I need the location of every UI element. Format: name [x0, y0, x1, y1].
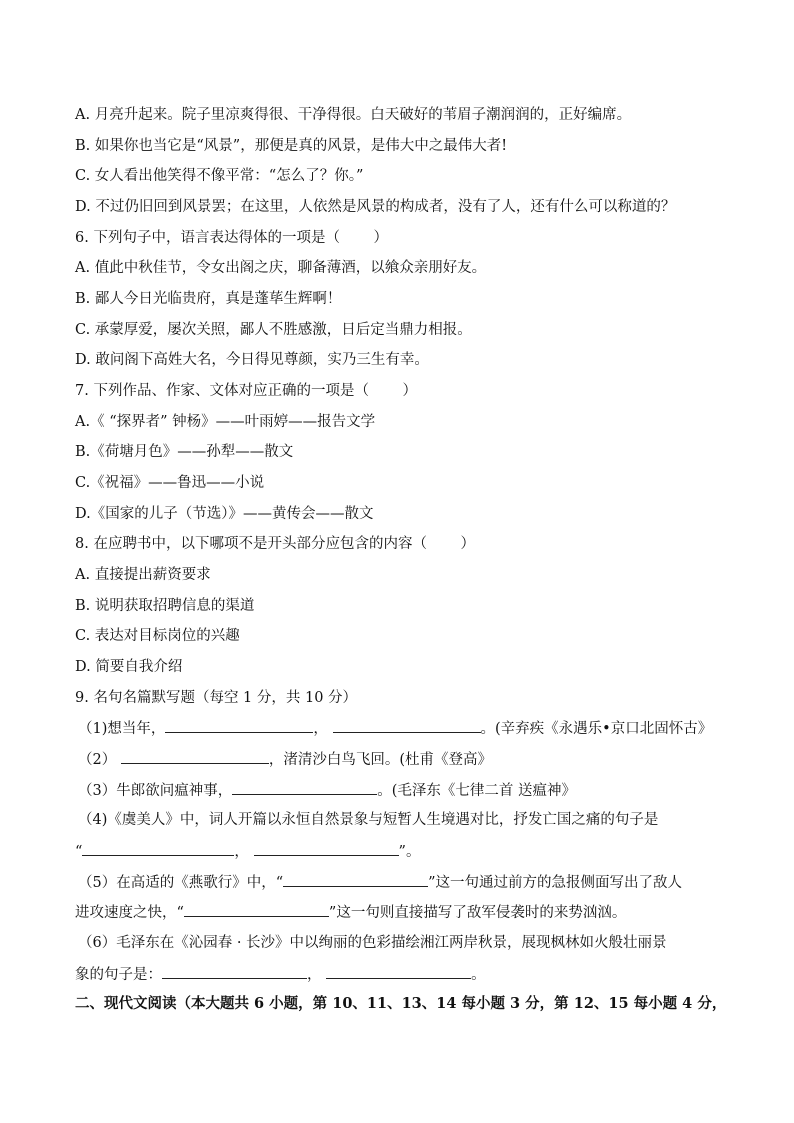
answer-blank[interactable]: [232, 780, 377, 795]
answer-blank[interactable]: [283, 872, 428, 887]
q9-item-2: [78, 749, 492, 770]
q9-item-5-line2-prefix: 进攻速度之快，“: [75, 905, 184, 921]
q8-option-b: B. 说明获取招聘信息的渠道: [75, 598, 255, 614]
q7-option-a: A.《 “探界者” 钟杨》——叶雨婷——报告文学: [75, 414, 376, 430]
q9-item-1-comma: ，: [313, 721, 328, 737]
q6-option-d: D. 敢问阁下高姓大名，今日得见尊颜，实乃三生有幸。: [75, 352, 429, 368]
q9-item-1-prefix: （1)想当年，: [78, 721, 166, 737]
q6-option-c: C. 承蒙厚爱，屡次关照，鄙人不胜感激，日后定当鼎力相报。: [75, 322, 472, 338]
q9-item-6-line1: （6）毛泽东在《沁园春 · 长沙》中以绚丽的色彩描绘湘江两岸秋景，展现枫林如火般壮丽景: [78, 935, 667, 951]
q9-item-5-suffix: ”这一句通过前方的急报侧面写出了敌人: [428, 875, 683, 891]
q9-item-1: [78, 718, 712, 739]
period: 。: [471, 967, 486, 983]
answer-blank[interactable]: [121, 749, 269, 764]
q9-item-4-line2: [75, 841, 420, 862]
q8-option-d: D. 简要自我介绍: [75, 659, 183, 675]
q9-item-3: [78, 780, 576, 801]
q6-stem: 6. 下列句子中，语言表达得体的一项是（ ）: [75, 230, 389, 246]
q6-option-b: B. 鄙人今日光临贵府，真是蓬荜生辉啊！: [75, 291, 342, 307]
q8-stem: 8. 在应聘书中，以下哪项不是开头部分应包含的内容（ ）: [75, 536, 476, 552]
q9-stem: 9. 名句名篇默写题（每空 1 分，共 10 分）: [75, 690, 358, 706]
q5-option-d: D. 不过仍旧回到风景罢；在这里，人依然是风景的构成者，没有了人，还有什么可以称道的？: [75, 199, 676, 215]
answer-blank[interactable]: [162, 964, 307, 979]
q9-item-4-line1: （4)《虞美人》中，词人开篇以永恒自然景象与短暂人生境遇对比，抒发亡国之痛的句子是: [78, 812, 659, 828]
q9-item-1-source: 。(辛弃疾《永遇乐•京口北固怀古》: [480, 721, 713, 737]
q7-option-b: B.《荷塘月色》——孙犁——散文: [75, 444, 294, 460]
section-2-heading: 二、现代文阅读（本大题共 6 小题，第 10、11、13、14 每小题 3 分，第 12、15 每小题 4 分，: [75, 995, 727, 1012]
open-quote: “: [75, 844, 83, 860]
q9-item-6-line2: [75, 964, 486, 985]
q5-option-b: B. 如果你也当它是“风景”，那便是真的风景，是伟大中之最伟大者!: [75, 138, 508, 154]
q8-option-c: C. 表达对目标岗位的兴趣: [75, 628, 240, 644]
close-quote: ”。: [398, 844, 421, 860]
q8-option-a: A. 直接提出薪资要求: [75, 567, 211, 583]
comma: ，: [307, 967, 322, 983]
q7-option-c: C.《祝福》——鲁迅——小说: [75, 475, 265, 491]
q9-item-6-prefix: 象的句子是：: [75, 967, 162, 983]
q9-item-5-line1: [78, 872, 682, 893]
answer-blank[interactable]: [326, 964, 471, 979]
answer-blank[interactable]: [82, 841, 234, 856]
q5-option-a: A. 月亮升起来。院子里凉爽得很、干净得很。白天破好的苇眉子潮润润的，正好编席。: [75, 107, 632, 123]
answer-blank[interactable]: [184, 902, 329, 917]
q7-option-d: D.《国家的儿子（节选）》——黄传会——散文: [75, 506, 374, 522]
q9-item-3-prefix: （3）牛郎欲问瘟神事，: [78, 783, 233, 799]
q9-item-3-source: 。(毛泽东《七律二首 送瘟神》: [377, 783, 576, 799]
q9-item-5-line2-suffix: ”这一句则直接描写了敌军侵袭时的来势汹汹。: [328, 905, 627, 921]
answer-blank[interactable]: [165, 718, 313, 733]
q9-item-2-source: ，渚清沙白鸟飞回。(杜甫《登高》: [268, 752, 492, 768]
q6-option-a: A. 值此中秋佳节，令女出阁之庆，聊备薄酒，以飨众亲朋好友。: [75, 260, 487, 276]
q9-item-5-prefix: （5）在高适的《燕歌行》中，“: [78, 875, 284, 891]
q5-option-c: C. 女人看出他笑得不像平常：“怎么了？你。”: [75, 168, 364, 184]
answer-blank[interactable]: [254, 841, 399, 856]
q7-stem: 7. 下列作品、作家、文体对应正确的一项是（ ）: [75, 383, 418, 399]
comma: ，: [234, 844, 249, 860]
q9-item-2-prefix: （2）: [78, 752, 117, 768]
q9-item-5-line2: [75, 902, 626, 923]
answer-blank[interactable]: [333, 718, 481, 733]
